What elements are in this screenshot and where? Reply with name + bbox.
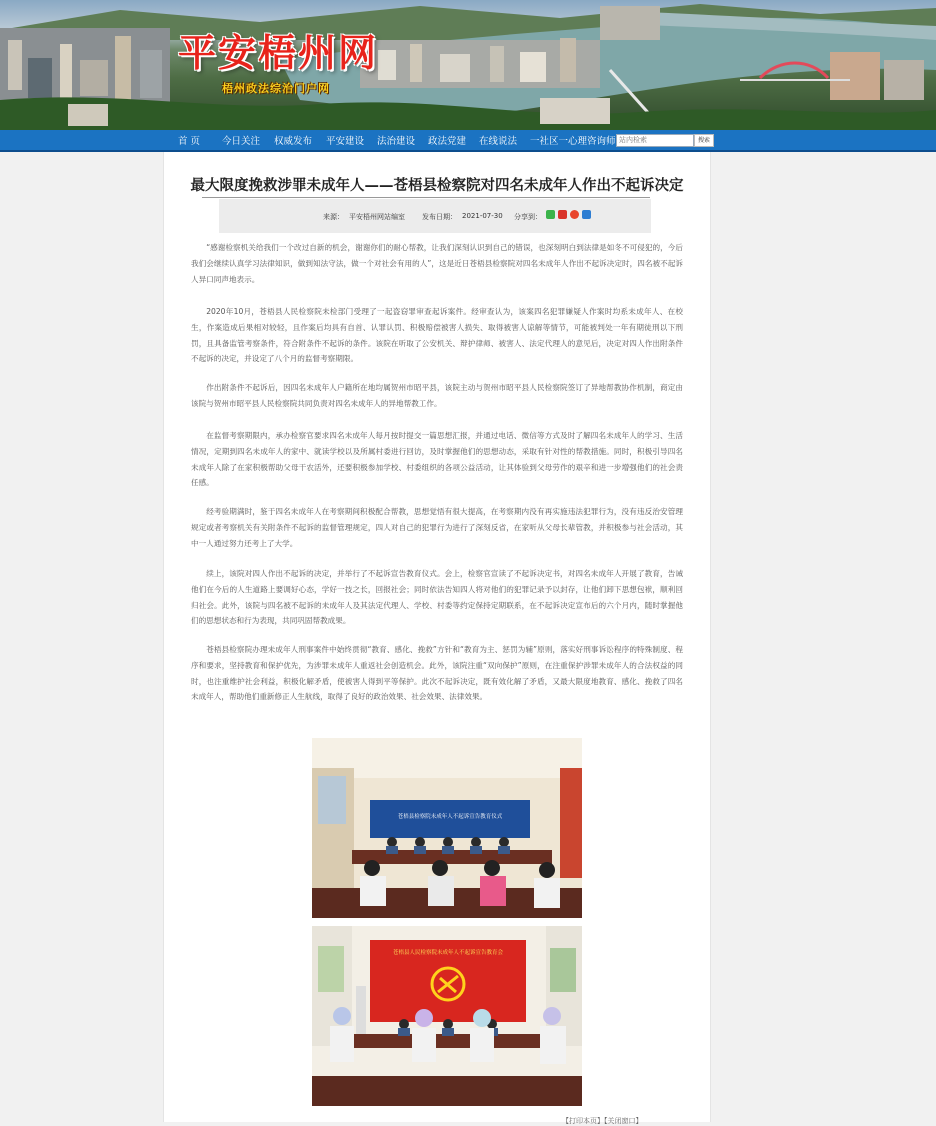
nav-item-safety-building[interactable]: 平安建设 [326, 136, 365, 147]
source-value: 平安梧州网站编室 [349, 213, 405, 221]
article-paragraph: 作出附条件不起诉后，因四名未成年人户籍所在地均属贺州市昭平县，该院主动与贺州市昭平县人民检察院签订了异地帮教协作机制，商定由该院与贺州市昭平县人民检察院共同负责对四名未成年人的异地帮教工作。 [191, 383, 683, 408]
article-paragraph: “感谢检察机关给我们一个改过自新的机会，谢谢你们的耐心帮教，让我们深刻认识到自己的错误，也深刻明白到法律是如冬不可侵犯的，今后我们会继续认真学习法律知识，做到知法守法，做一个对社会有用的人”，这是近日苍梧县检察院对四名未成年人作出不起诉决定时，四名被不起诉人异口同声地表示。 [191, 243, 683, 284]
site-logo-subtitle: 梧州政法综治门户网 [222, 82, 330, 95]
site-logo-title[interactable]: 平安梧州网 [178, 30, 379, 75]
nav-item-online-law[interactable]: 在线说法 [479, 136, 518, 147]
article-paragraph: 2020年10月，苍梧县人民检察院未检部门受理了一起盗窃罪审查起诉案件。经审查认为，该案四名犯罪嫌疑人作案时均系未成年人、在校生，作案造成后果相对较轻，且作案后均具有自首、认罪认罚、积极赔偿被害人损失、取得被害人谅解等情节，可能被判处一年有期徒刑以下刑罚，且具备监管考察条件，符合附条件不起诉的条件。该院在听取了公安机关、辩护律师、被害人、法定代理人的意见后，决定对四人作出附条件不起诉的决定，并设定了八个月的监督考察期限。 [191, 307, 683, 364]
article-paragraph: 续上，该院对四人作出不起诉的决定，并举行了不起诉宣告教育仪式。会上，检察官宣读了不起诉决定书，对四名未成年人开展了教育，告诫他们在今后的人生道路上要调好心态，学好一技之长，回报社会；同时依法告知四人将对他们的犯罪记录予以封存，让他们卸下思想包袱，顺利回归社会。此外，该院与四名被不起诉的未成年人及其法定代理人、学校、村委等约定保持定期联系，在不起诉决定宣布后的六个月内，随时掌握他们的思想状态和行为表现，共同巩固帮教成果。 [191, 569, 683, 626]
more-share-icon[interactable] [582, 210, 591, 219]
article-container [163, 152, 711, 1125]
nav-item-home[interactable]: 首 页 [178, 136, 201, 147]
nav-item-official-release[interactable]: 权威发布 [274, 136, 313, 147]
qzone-share-icon[interactable] [558, 210, 567, 219]
article-title: 最大限度挽救涉罪未成年人——苍梧县检察院对四名未成年人作出不起诉决定 [190, 178, 684, 194]
weibo-share-icon[interactable] [570, 210, 579, 219]
photo2-banner-text: 苍梧县人民检察院未成年人不起诉宣告教育会 [392, 950, 504, 956]
nav-item-community-counselor[interactable]: 一社区一心理咨询师 [530, 136, 616, 147]
article-meta-bar [219, 199, 651, 233]
article-paragraph: 苍梧县检察院办理未成年人刑事案件中始终贯彻“教育、感化、挽救”方针和“教育为主、惩罚为辅”原则，落实好刑事诉讼程序的特殊制度、程序和要求，坚持教育和保护优先，为涉罪未成年人重返社会创造机会。此外，该院注重“双向保护”原则，在注重保护涉罪未成年人的合法权益的同时，也注重维护社会利益，积极化解矛盾，使被害人得到平等保护。此次不起诉决定，既有效化解了矛盾，又最大限度地教育、感化、挽救了四名未成年人，帮助他们重新修正人生航线，取得了良好的政治效果、社会效果、法律效果。 [191, 645, 683, 702]
title-divider [202, 197, 650, 198]
nav-item-today-focus[interactable]: 今日关注 [222, 136, 261, 147]
photo1-banner-text: 苍梧县检察院未成年人不起诉宣告教育仪式 [397, 814, 503, 820]
article-paragraph: 经考验期满时，鉴于四名未成年人在考察期间积极配合帮教，思想觉悟有很大提高，在考察期内没有再实施违法犯罪行为，没有违反治安管理规定或者考察机关有关附条件不起诉的监督管理规定，四人对自己的犯罪行为进行了深刻反省，在家听从父母长辈管教，并积极参与社会活动，其中一人通过努力还考上了大学。 [191, 507, 683, 548]
city-scenery-image [0, 0, 936, 130]
date-value: 2021-07-30 [462, 212, 503, 220]
search-button[interactable]: 搜索 [694, 134, 714, 147]
date-label: 发布日期： [422, 213, 457, 221]
print-close-links[interactable]: 【打印本页】【关闭窗口】 [562, 1117, 643, 1125]
site-search-input[interactable] [616, 134, 694, 147]
wechat-share-icon[interactable] [546, 210, 555, 219]
nav-item-party-building[interactable]: 政法党建 [428, 136, 467, 147]
site-banner [0, 0, 936, 130]
article-paragraph: 在监督考察期限内，承办检察官要求四名未成年人每月按时提交一篇思想汇报，并通过电话、微信等方式及时了解四名未成年人的学习、生活情况，定期到四名未成年人的家中、就读学校以及所属村委进行回访，及时掌握他们的思想动态，采取有针对性的帮教措施。同时，积极引导四名未成年人除了在家积极帮助父母干农活外，还要积极参加学校、村委组织的各项公益活动，让其体验到父母劳作的艰辛和进一步增强他们的社会责任感。 [191, 431, 683, 488]
article-photo-2 [312, 926, 582, 1106]
article-photo-1 [312, 738, 582, 918]
main-nav [0, 130, 936, 152]
nav-item-rule-of-law[interactable]: 法治建设 [377, 136, 416, 147]
share-label: 分享到： [514, 213, 542, 221]
source-label: 来源： [323, 213, 344, 221]
